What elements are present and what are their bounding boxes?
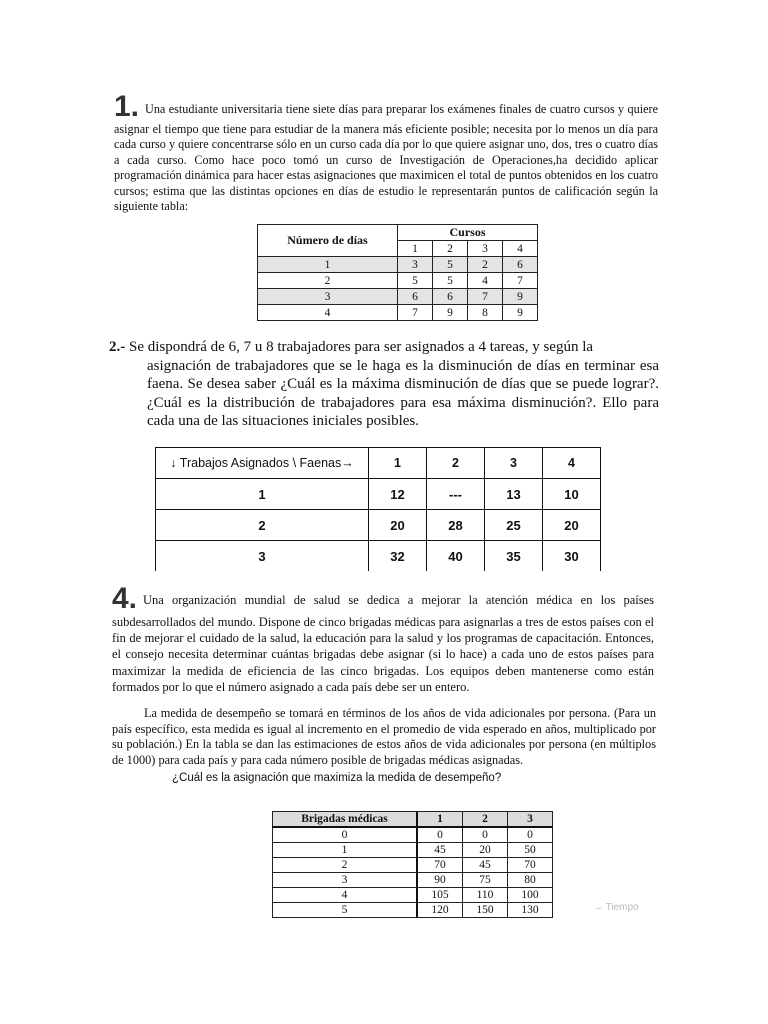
table-cell: 70 bbox=[417, 858, 463, 873]
table-row bbox=[156, 479, 601, 510]
column-header: 4 bbox=[543, 448, 601, 479]
column-header: 3 bbox=[485, 448, 543, 479]
table-row bbox=[258, 305, 538, 321]
column-header: 2 bbox=[427, 448, 485, 479]
problem-4-number: 4. bbox=[112, 582, 138, 615]
column-header: 3 bbox=[468, 241, 503, 257]
table-header: ↓ Trabajos Asignados \ Faenas→ bbox=[156, 448, 369, 479]
table-row bbox=[273, 827, 553, 843]
column-header: 4 bbox=[503, 241, 538, 257]
problem-1-statement bbox=[114, 92, 658, 214]
problem-4-table bbox=[272, 811, 553, 918]
row-label: 3 bbox=[273, 873, 418, 888]
row-label: 2 bbox=[156, 510, 369, 541]
column-header: 1 bbox=[369, 448, 427, 479]
row-label: 2 bbox=[273, 858, 418, 873]
problem-4-text-2: La medida de desempeño se tomará en términos de los años de vida adicionales por persona. (Para un país específico, esta medida es igual al incremento en el promedio de vida esperado en años, multiplicado por su población.) En la tabla se dan las estimaciones de estos años de vida adicionales por persona (en múltiplos de 1000) para cada país y para cada número posible de brigadas médicas asignadas. bbox=[112, 706, 656, 767]
table-cell: 28 bbox=[427, 510, 485, 541]
table-cell: 130 bbox=[508, 903, 553, 918]
table-cell: 0 bbox=[417, 827, 463, 843]
table-cell: 9 bbox=[433, 305, 468, 321]
table-cell: 4 bbox=[468, 273, 503, 289]
table-cell: 50 bbox=[508, 843, 553, 858]
row-header: Número de días bbox=[258, 225, 398, 257]
table-cell: 25 bbox=[485, 510, 543, 541]
table-row bbox=[273, 858, 553, 873]
table-cell: 13 bbox=[485, 479, 543, 510]
table-row bbox=[156, 510, 601, 541]
table-cell: 20 bbox=[543, 510, 601, 541]
table-cell: 7 bbox=[468, 289, 503, 305]
table-cell: 45 bbox=[463, 858, 508, 873]
row-label: 5 bbox=[273, 903, 418, 918]
table-cell: 12 bbox=[369, 479, 427, 510]
problem-4-statement bbox=[112, 584, 654, 695]
table-cell: 120 bbox=[417, 903, 463, 918]
table-cell: 3 bbox=[398, 257, 433, 273]
row-label: 3 bbox=[156, 541, 369, 572]
table-cell: 10 bbox=[543, 479, 601, 510]
table-cell: 105 bbox=[417, 888, 463, 903]
problem-2-number: 2.- bbox=[109, 339, 126, 355]
column-header: 3 bbox=[508, 812, 553, 828]
row-label: 1 bbox=[273, 843, 418, 858]
table-row bbox=[273, 903, 553, 918]
table-cell: 7 bbox=[503, 273, 538, 289]
table-cell: 40 bbox=[427, 541, 485, 572]
table-row bbox=[258, 289, 538, 305]
problem-4-measure-paragraph bbox=[112, 706, 656, 768]
table-cell: 7 bbox=[398, 305, 433, 321]
problem-4-text: Una organización mundial de salud se dedica a mejorar la atención médica en los países subdesarrollados del mundo. Dispone de cinco brigadas médicas para asignarlas a tres de estos países con el fin de mejorar el cuidado de la salud, la educación para la salud y los programas de capacitación. Entonces, el consejo necesita determinar cuántas brigadas debe asignar (si lo hace) a cada uno de estos países para maximizar la medida de eficiencia de las cinco brigadas. Los equipos deben mantenerse como están formados por lo que el número asignado a cada país debe ser un entero. bbox=[112, 593, 654, 694]
table-cell: 0 bbox=[508, 827, 553, 843]
column-header: 1 bbox=[417, 812, 463, 828]
table-cell: 45 bbox=[417, 843, 463, 858]
table-cell: 20 bbox=[369, 510, 427, 541]
table-cell: 9 bbox=[503, 305, 538, 321]
table-cell: 8 bbox=[468, 305, 503, 321]
table-row bbox=[258, 257, 538, 273]
row-label: 1 bbox=[156, 479, 369, 510]
problem-4-question: ¿Cuál es la asignación que maximiza la medida de desempeño? bbox=[172, 772, 502, 784]
problem-2-text-rest: asignación de trabajadores que se le haga es la disminución de días en terminar esa faena. Se desea saber ¿Cuál es la máxima disminución de días que se puede lograr?. ¿Cuál es la distribución de trabajadores para esa máxima disminución?. Ello para cada una de las situaciones iniciales posibles. bbox=[147, 357, 659, 429]
row-label: 0 bbox=[273, 827, 418, 843]
column-header: 2 bbox=[433, 241, 468, 257]
table-cell: 6 bbox=[503, 257, 538, 273]
table-header: Brigadas médicas bbox=[273, 812, 418, 828]
table-cell: 5 bbox=[398, 273, 433, 289]
table-cell: 90 bbox=[417, 873, 463, 888]
problem-1-number: 1. bbox=[114, 90, 140, 123]
table-cell: 5 bbox=[433, 257, 468, 273]
table-cell: 100 bbox=[508, 888, 553, 903]
table-cell: 32 bbox=[369, 541, 427, 572]
table-row bbox=[273, 873, 553, 888]
group-header: Cursos bbox=[398, 225, 538, 241]
table-row bbox=[273, 843, 553, 858]
bleed-through-text: → Tiempo bbox=[593, 902, 639, 913]
table-cell: 6 bbox=[433, 289, 468, 305]
problem-2-statement bbox=[109, 338, 659, 431]
table-cell: 80 bbox=[508, 873, 553, 888]
table-cell: 75 bbox=[463, 873, 508, 888]
table-row bbox=[273, 888, 553, 903]
table-cell: 35 bbox=[485, 541, 543, 572]
table-row bbox=[258, 273, 538, 289]
row-label: 2 bbox=[258, 273, 398, 289]
table-cell: 5 bbox=[433, 273, 468, 289]
row-label: 3 bbox=[258, 289, 398, 305]
column-header: 1 bbox=[398, 241, 433, 257]
column-header: 2 bbox=[463, 812, 508, 828]
row-label: 1 bbox=[258, 257, 398, 273]
problem-2-text-first: Se dispondrá de 6, 7 u 8 trabajadores para ser asignados a 4 tareas, y según la bbox=[129, 339, 594, 355]
table-cell: 30 bbox=[543, 541, 601, 572]
table-row bbox=[156, 541, 601, 572]
table-cell: 70 bbox=[508, 858, 553, 873]
table-cell: 150 bbox=[463, 903, 508, 918]
row-label: 4 bbox=[273, 888, 418, 903]
table-cell: --- bbox=[427, 479, 485, 510]
row-label: 4 bbox=[258, 305, 398, 321]
table-cell: 6 bbox=[398, 289, 433, 305]
table-cell: 110 bbox=[463, 888, 508, 903]
table-cell: 0 bbox=[463, 827, 508, 843]
problem-1-text: Una estudiante universitaria tiene siete días para preparar los exámenes finales de cuatro cursos y quiere asignar el tiempo que tiene para estudiar de la manera más eficiente posible; necesita por lo menos un día para cada curso y quiere concentrarse sólo en un curso cada día por lo que quiere asignar uno, dos, tres o cuatro días a cada curso. Como hace poco tomó un curso de Investigación de Operaciones,ha decidido aplicar programación dinámica para hacer estas asignaciones que maximicen el total de puntos obtenidos en los cuatro cursos; estima que las distintas opciones en días de estudio le representarán puntos de calificación según la siguiente tabla: bbox=[114, 102, 658, 214]
problem-1-table bbox=[257, 224, 538, 321]
table-cell: 2 bbox=[468, 257, 503, 273]
table-cell: 9 bbox=[503, 289, 538, 305]
table-cell: 20 bbox=[463, 843, 508, 858]
problem-2-table bbox=[155, 447, 601, 571]
